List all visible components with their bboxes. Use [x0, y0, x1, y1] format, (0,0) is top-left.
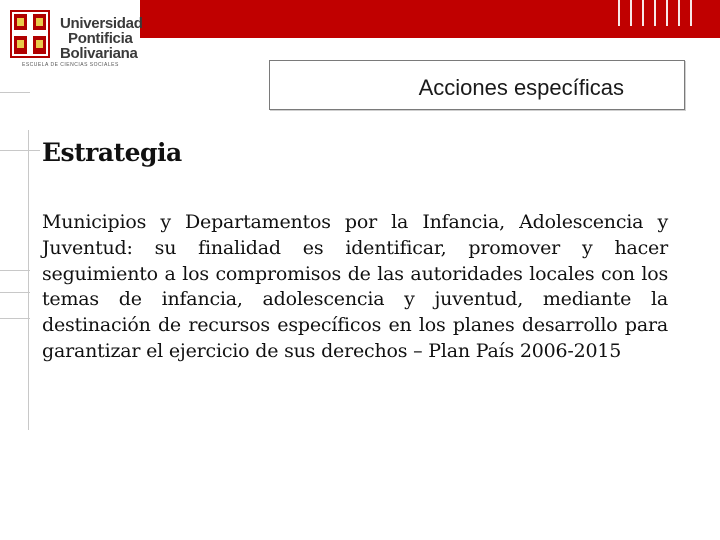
banner-grid-decoration [618, 0, 694, 26]
deco-line [0, 318, 30, 319]
logo-line-1: Universidad [60, 15, 143, 32]
section-body: Municipios y Departamentos por la Infancia, Adolescencia y Juventud: su finalidad es identificar, promover y hacer seguimiento a los compromisos de las autoridades locales con los temas de infancia, adolescencia y juventud, mediante la destinación de recursos específicos en los planes desarrollo para garantizar el ejercicio de sus derechos – Plan País 2006-2015 [42, 211, 668, 362]
logo-line-3: Bolivariana [60, 45, 138, 62]
slide-title: Acciones específicas [418, 75, 624, 100]
university-logo [6, 6, 143, 70]
deco-line [0, 92, 30, 93]
title-box [269, 60, 685, 110]
deco-line [0, 150, 40, 151]
logo-subtitle: ESCUELA DE CIENCIAS SOCIALES [22, 62, 119, 68]
deco-line [0, 292, 30, 293]
header-banner [138, 0, 720, 38]
deco-line [0, 270, 30, 271]
deco-line [28, 130, 29, 430]
crest-shield-icon [10, 10, 50, 58]
section-heading: Estrategia [42, 138, 182, 167]
logo-line-2: Pontificia [68, 30, 133, 47]
